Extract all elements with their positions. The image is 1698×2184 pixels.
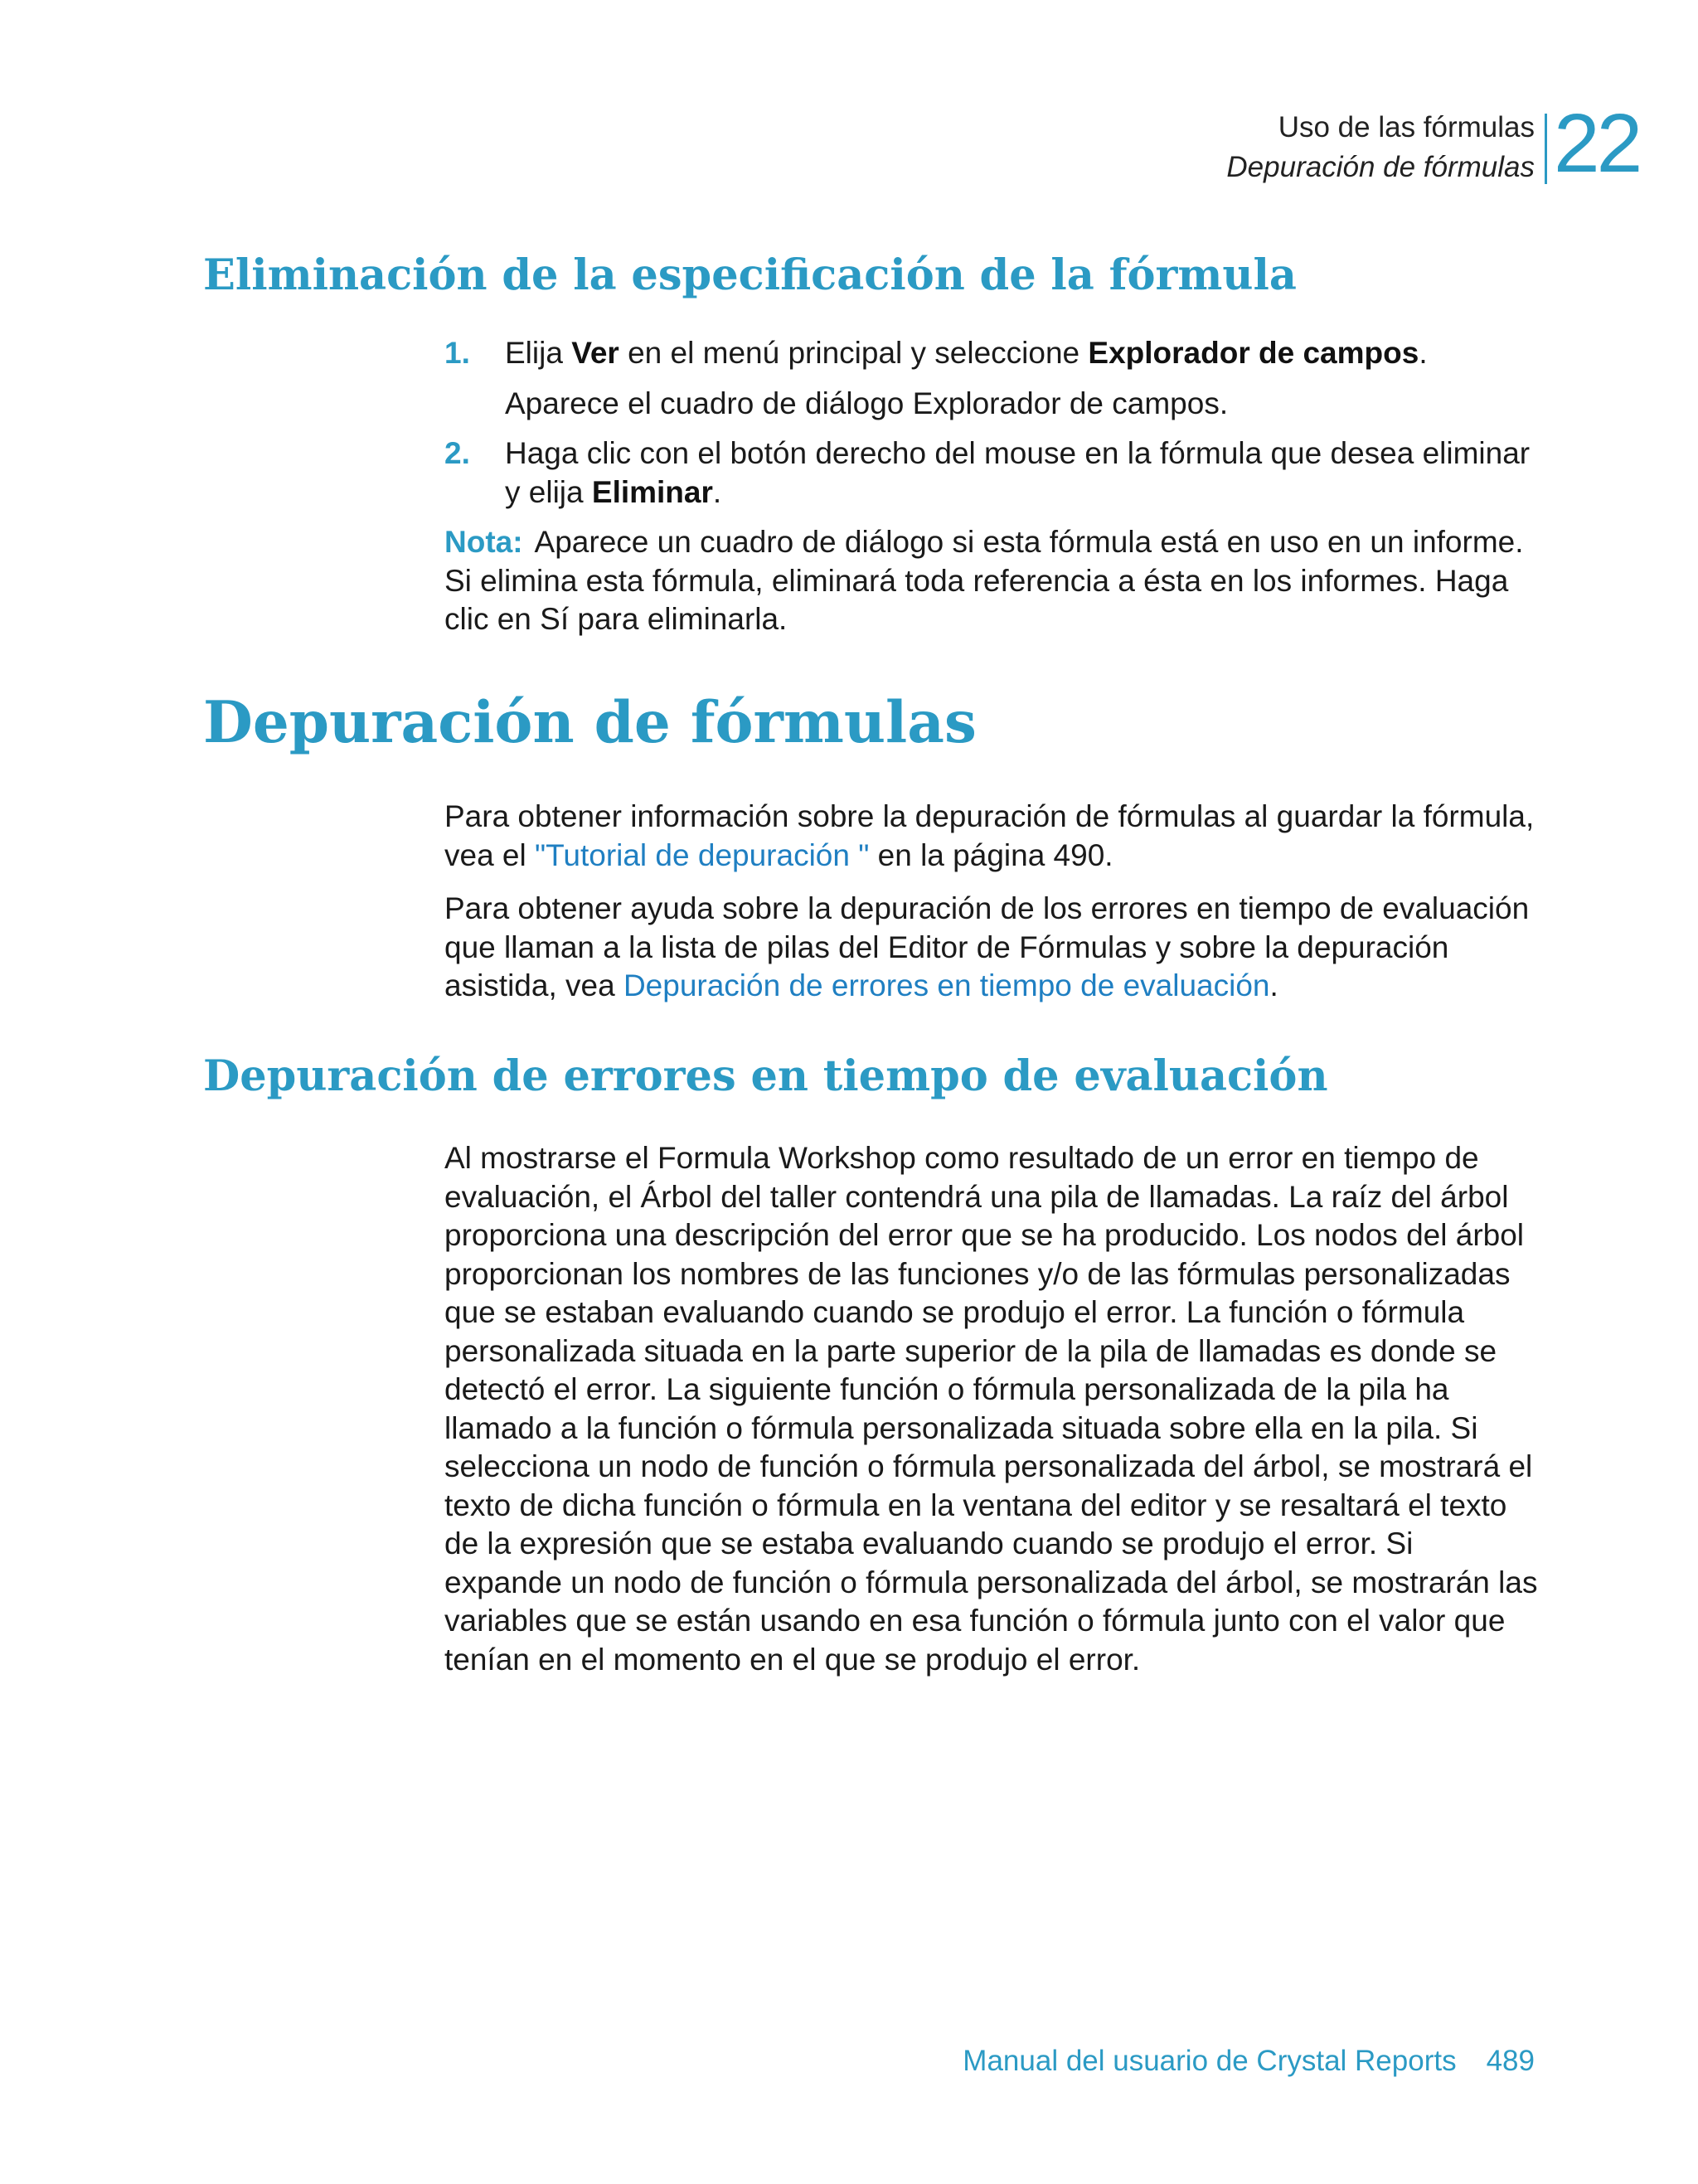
step-2-number: 2. — [444, 436, 470, 470]
note — [444, 523, 1539, 639]
link-depuracion-errores[interactable]: Depuración de errores en tiempo de evaluación — [623, 968, 1270, 1002]
chapter-title: Uso de las fórmulas — [1278, 111, 1535, 143]
step-1-result: Aparece el cuadro de diálogo Explorador de campos. — [505, 386, 1229, 420]
note-text: Aparece un cuadro de diálogo si esta fórmula está en uso en un informe. Si elimina esta fórmula, eliminará toda referencia a ésta en los informes. Haga clic en Sí para eliminarla. — [444, 525, 1524, 636]
running-header — [1226, 108, 1535, 187]
heading-depuracion-errores: Depuración de errores en tiempo de evaluación — [203, 1051, 1328, 1101]
section-title: Depuración de fórmulas — [1226, 151, 1535, 183]
step-1 — [444, 334, 1539, 423]
section2-para1: Para obtener información sobre la depuración de fórmulas al guardar la fórmula, vea el "Tutorial de depuración " en la página 490. — [444, 799, 1535, 872]
chapter-number: 22 — [1554, 97, 1640, 190]
section3-body — [444, 1139, 1539, 1694]
menu-eliminar: Eliminar — [591, 474, 713, 509]
section1-body — [444, 334, 1539, 654]
step-1-number: 1. — [444, 336, 470, 370]
step-1-text: Elija Ver en el menú principal y seleccione Explorador de campos. — [505, 336, 1428, 370]
section2-para2: Para obtener ayuda sobre la depuración de los errores en tiempo de evaluación que llaman a la lista de pilas del Editor de Fórmulas y sobre la depuración asistida, vea Depuración de errores en tiempo de evaluación. — [444, 891, 1530, 1002]
manual-title: Manual del usuario de Crystal Reports — [963, 2045, 1457, 2077]
step-2-text: Haga clic con el botón derecho del mouse en la fórmula que desea eliminar y elija Eliminar. — [505, 436, 1531, 509]
page-footer — [963, 2041, 1535, 2081]
step-2 — [444, 434, 1539, 512]
menu-ver: Ver — [571, 336, 619, 370]
header-divider — [1545, 114, 1547, 184]
link-tutorial-depuracion[interactable]: "Tutorial de depuración " — [535, 837, 870, 872]
heading-eliminacion: Eliminación de la especificación de la fórmula — [203, 250, 1297, 300]
note-label: Nota: — [444, 525, 523, 559]
page-number: 489 — [1486, 2045, 1535, 2077]
heading-depuracion-formulas: Depuración de fórmulas — [203, 689, 977, 756]
menu-explorador-campos: Explorador de campos — [1088, 336, 1419, 370]
section2-body — [444, 798, 1539, 1021]
section3-para: Al mostrarse el Formula Workshop como resultado de un error en tiempo de evaluación, el Árbol del taller contendrá una pila de llamadas. La raíz del árbol proporciona una descripción del error que se ha producido. Los nodos del árbol proporcionan los nombres de las funciones y/o de las fórmulas personalizadas que se estaban evaluando cuando se produjo el error. La función o fórmula personalizada situada en la parte superior de la pila de llamadas es donde se detectó el error. La siguiente función o fórmula personalizada de la pila ha llamado a la función o fórmula personalizada situada sobre ella en la pila. Si selecciona un nodo de función o fórmula personalizada del árbol, se mostrará el texto de dicha función o fórmula en la ventana del editor y se resaltará el texto de la expresión que se estaba evaluando cuando se produjo el error. Si expande un nodo de función o fórmula personalizada del árbol, se mostrarán las variables que se están usando en esa función o fórmula junto con el valor que tenían en el momento en el que se produjo el error. — [444, 1141, 1538, 1677]
